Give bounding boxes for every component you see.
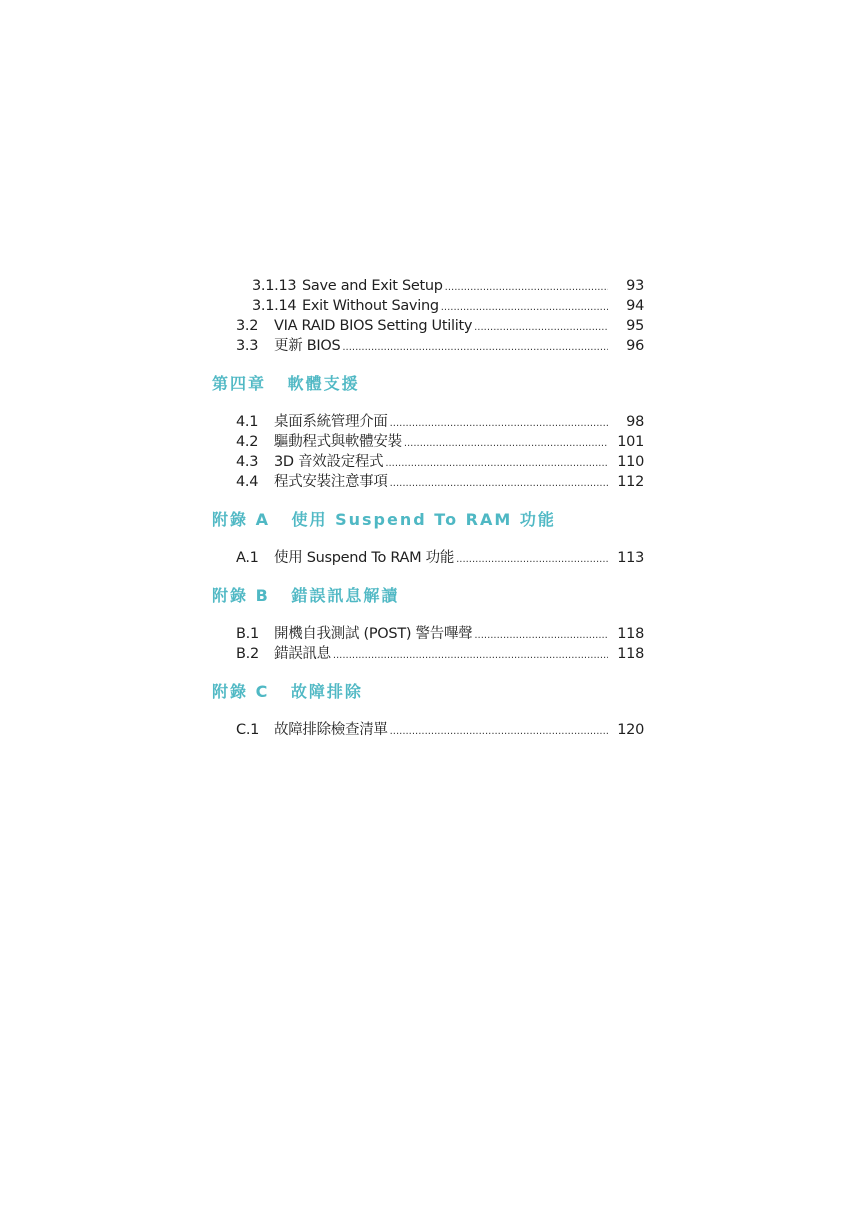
- toc-entry-page: 98: [626, 414, 644, 430]
- chapter-number: 第四章: [212, 374, 267, 393]
- toc-entry-3-3: [212, 336, 644, 356]
- toc-entry-number: 4.2: [236, 434, 259, 450]
- toc-entry-4-1: [212, 412, 644, 432]
- toc-entry-number: B.2: [236, 646, 259, 662]
- toc-entry-number: 3.3: [236, 338, 259, 354]
- toc-entry-number: 4.1: [236, 414, 259, 430]
- chapter-title: 軟體支援: [287, 374, 360, 393]
- toc-entry-3-1-14: [212, 296, 644, 316]
- toc-entry-title: 驅動程式與軟體安裝: [274, 434, 402, 450]
- toc-entry-c-1: [212, 720, 644, 740]
- toc-entry-4-3: [212, 452, 644, 472]
- dot-leader: [385, 454, 608, 474]
- appendix-number: 附錄 B: [212, 586, 270, 605]
- dot-leader: [445, 278, 608, 298]
- toc-entry-page: 95: [626, 318, 644, 334]
- chapter-heading-4: [212, 374, 644, 394]
- toc-entry-number: 4.4: [236, 474, 259, 490]
- appendix-heading-a: [212, 510, 644, 530]
- dot-leader: [404, 434, 608, 454]
- toc-entry-page: 120: [617, 722, 644, 738]
- toc-entry-title: VIA RAID BIOS Setting Utility: [274, 318, 473, 334]
- toc-entry-title: 故障排除檢查清單: [274, 722, 388, 738]
- appendix-title: 錯誤訊息解讀: [291, 586, 400, 605]
- toc-entry-title: Exit Without Saving: [302, 298, 439, 314]
- appendix-number: 附錄 A: [212, 510, 270, 529]
- appendix-title: 使用 Suspend To RAM 功能: [291, 510, 556, 529]
- appendix-heading-b: [212, 586, 644, 606]
- toc-entry-title: Save and Exit Setup: [302, 278, 443, 294]
- toc-entry-page: 118: [617, 646, 644, 662]
- toc-entry-number: 3.1.14: [252, 298, 297, 314]
- dot-leader: [474, 626, 608, 646]
- toc-entry-title: 3D 音效設定程式: [274, 454, 384, 470]
- table-of-contents: [212, 276, 644, 740]
- toc-entry-3-2: [212, 316, 644, 336]
- toc-entry-title: 開機自我測試 (POST) 警告嗶聲: [274, 626, 473, 642]
- toc-entry-page: 118: [617, 626, 644, 642]
- dot-leader: [456, 550, 608, 570]
- toc-entry-number: 3.2: [236, 318, 259, 334]
- toc-entry-b-2: [212, 644, 644, 664]
- toc-entry-title: 更新 BIOS: [274, 338, 341, 354]
- toc-entry-4-2: [212, 432, 644, 452]
- toc-entry-title: 錯誤訊息: [274, 646, 331, 662]
- toc-entry-4-4: [212, 472, 644, 492]
- toc-entry-3-1-13: [212, 276, 644, 296]
- toc-entry-title: 桌面系統管理介面: [274, 414, 388, 430]
- dot-leader: [390, 722, 608, 742]
- toc-entry-b-1: [212, 624, 644, 644]
- dot-leader: [333, 646, 608, 666]
- appendix-title: 故障排除: [290, 682, 363, 701]
- toc-entry-number: A.1: [236, 550, 259, 566]
- dot-leader: [441, 298, 608, 318]
- dot-leader: [390, 474, 608, 494]
- dot-leader: [474, 318, 608, 338]
- appendix-number: 附錄 C: [212, 682, 270, 701]
- toc-entry-number: C.1: [236, 722, 260, 738]
- appendix-heading-c: [212, 682, 644, 702]
- dot-leader: [390, 414, 608, 434]
- toc-entry-number: 4.3: [236, 454, 259, 470]
- toc-entry-page: 112: [617, 474, 644, 490]
- toc-entry-page: 101: [617, 434, 644, 450]
- toc-entry-page: 113: [617, 550, 644, 566]
- toc-entry-title: 程式安裝注意事項: [274, 474, 388, 490]
- toc-entry-number: 3.1.13: [252, 278, 297, 294]
- dot-leader: [342, 338, 608, 358]
- toc-entry-title: 使用 Suspend To RAM 功能: [274, 550, 455, 566]
- toc-entry-number: B.1: [236, 626, 259, 642]
- toc-entry-a-1: [212, 548, 644, 568]
- toc-entry-page: 96: [626, 338, 644, 354]
- toc-entry-page: 93: [626, 278, 644, 294]
- toc-entry-page: 94: [626, 298, 644, 314]
- toc-entry-page: 110: [617, 454, 644, 470]
